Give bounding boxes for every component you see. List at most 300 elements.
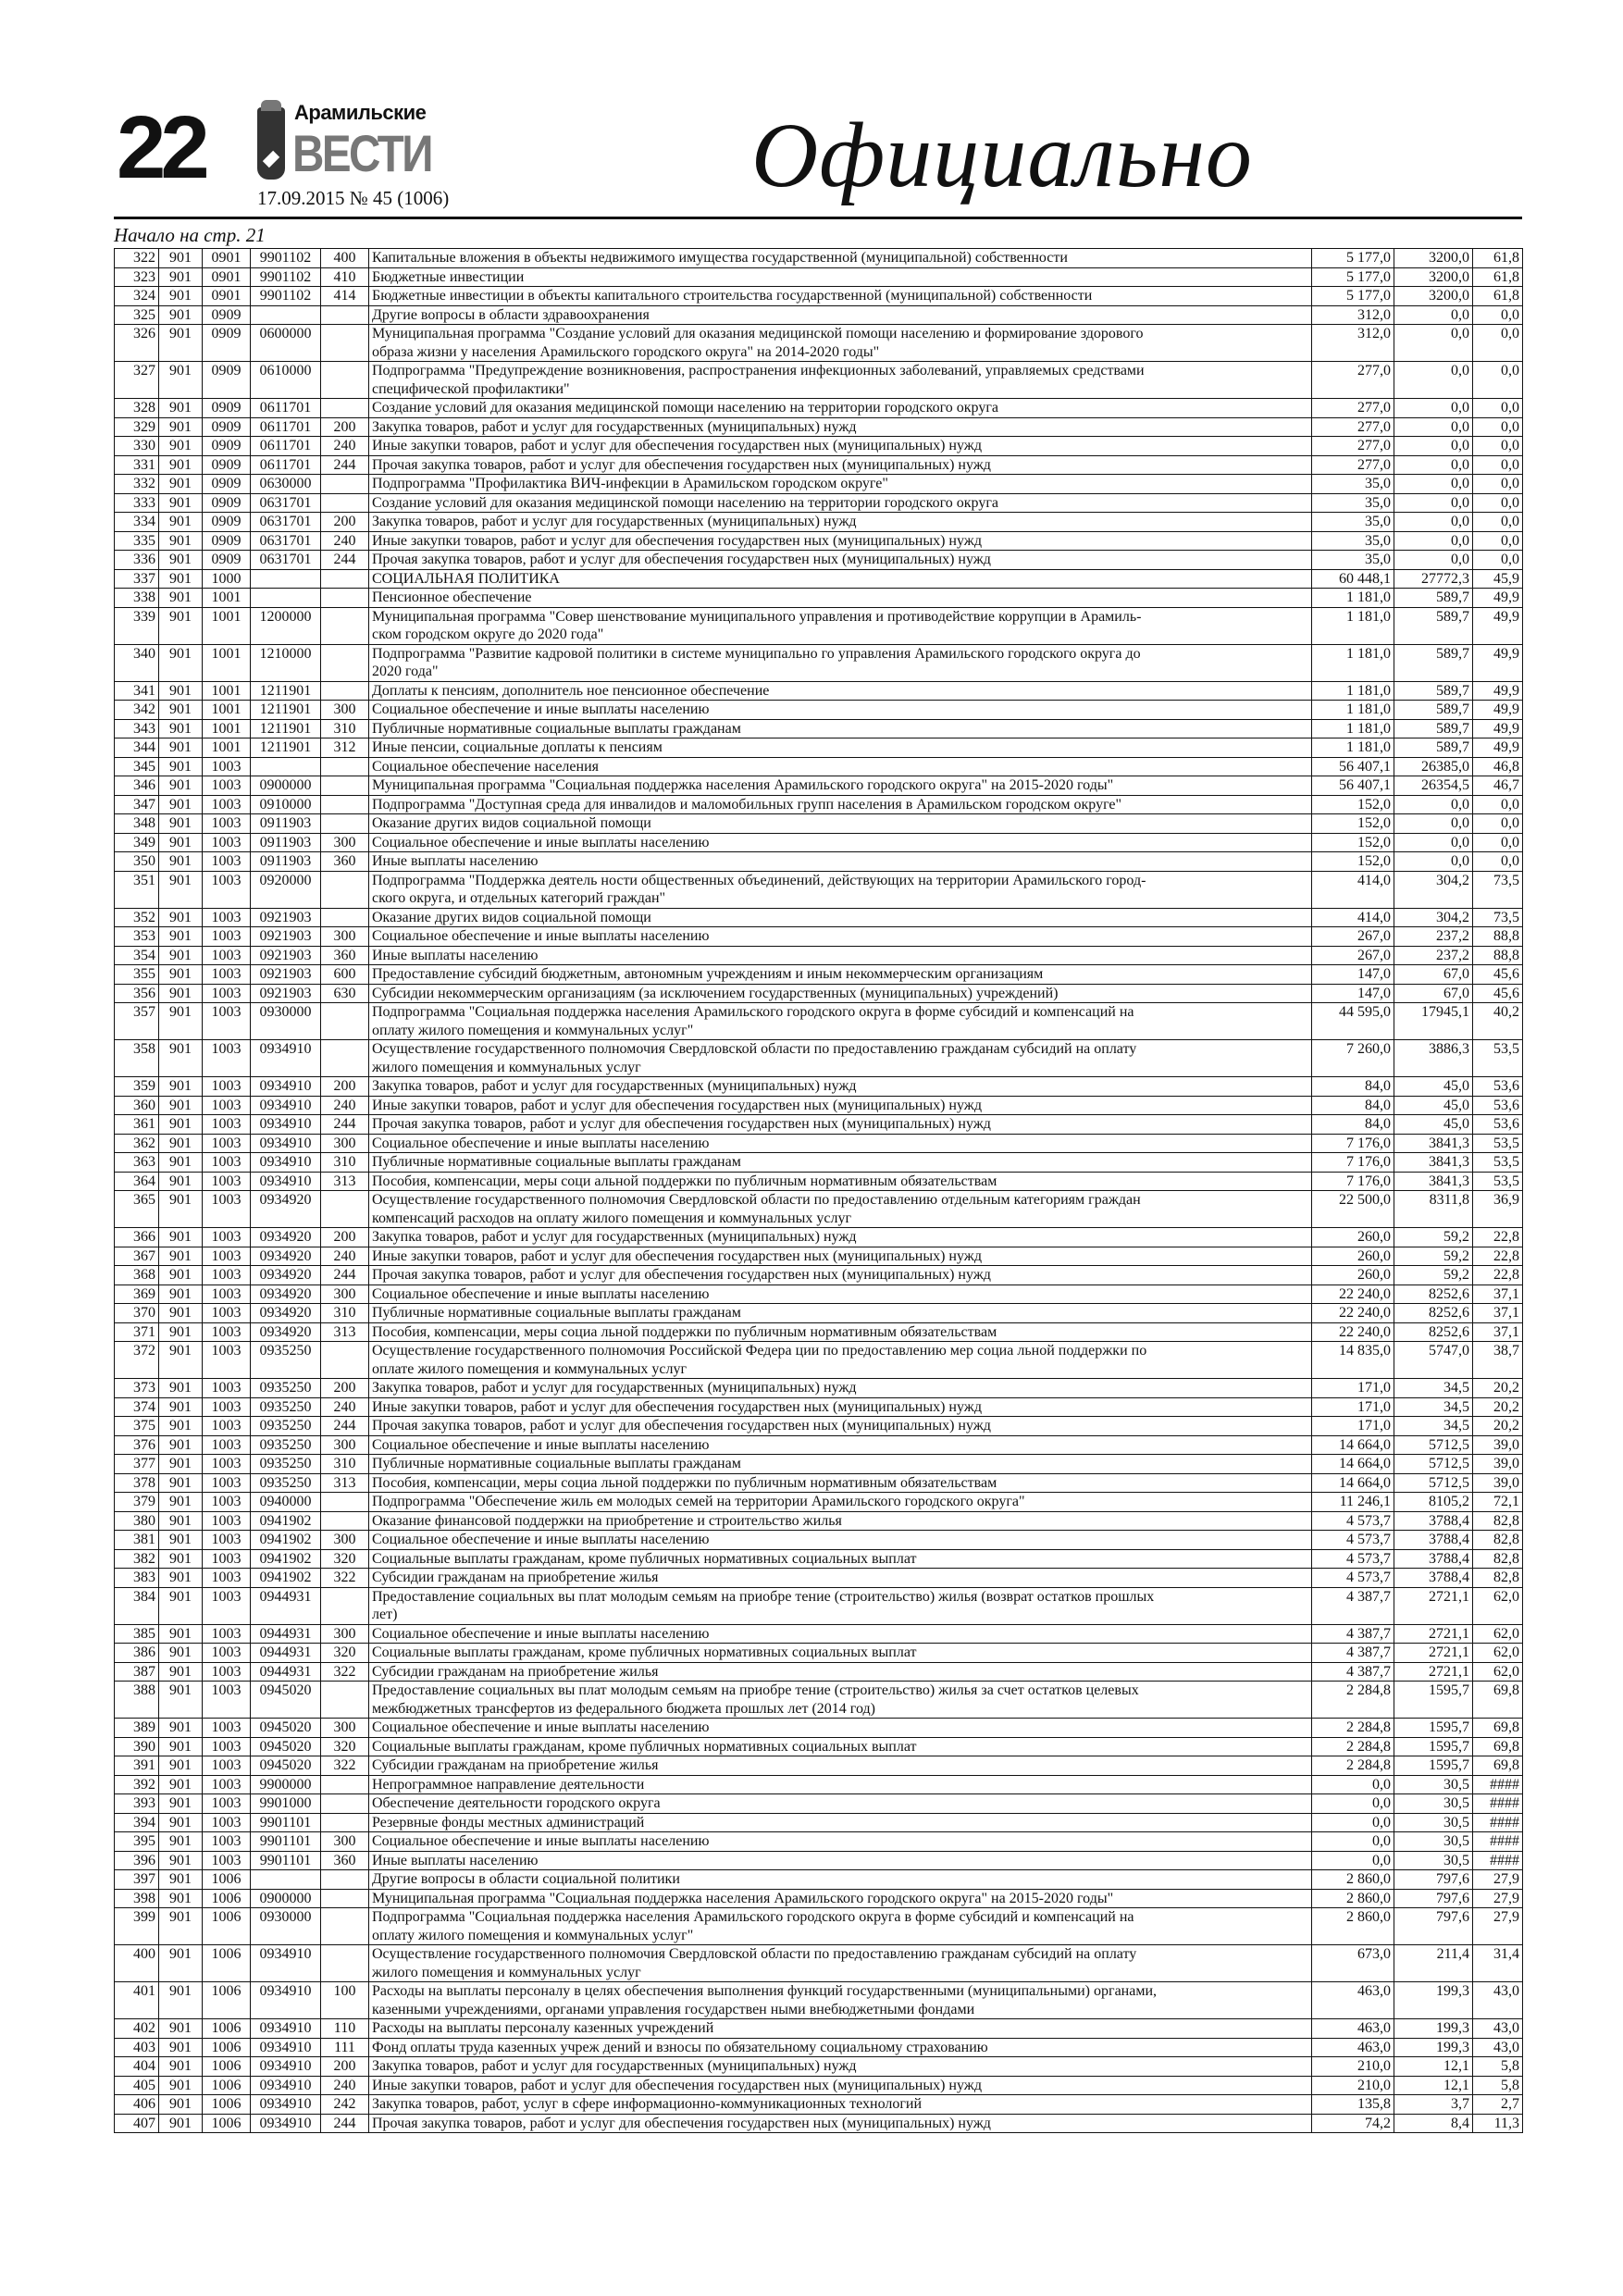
section-code: 1003 [203, 1473, 251, 1493]
expense-type: 322 [321, 1662, 369, 1682]
item-name: Бюджетные инвестиции [369, 267, 1312, 287]
table-row [115, 569, 1523, 589]
row-number: 371 [115, 1322, 159, 1342]
target-code: 0940000 [251, 1493, 321, 1512]
plan-amount: 56 407,1 [1312, 776, 1394, 796]
target-code: 0934920 [251, 1266, 321, 1285]
actual-amount: 3788,4 [1394, 1511, 1473, 1531]
row-number: 333 [115, 493, 159, 513]
expense-type: 300 [321, 1719, 369, 1738]
percent-done: 0,0 [1473, 551, 1523, 570]
section-code: 1003 [203, 833, 251, 852]
expense-type: 240 [321, 1247, 369, 1266]
percent-done: 88,8 [1473, 927, 1523, 947]
actual-amount: 0,0 [1394, 475, 1473, 494]
actual-amount: 0,0 [1394, 551, 1473, 570]
plan-amount: 277,0 [1312, 455, 1394, 475]
expense-type [321, 399, 369, 418]
table-row [115, 1304, 1523, 1323]
table-row [115, 1096, 1523, 1115]
target-code: 0934910 [251, 1982, 321, 2019]
item-name: Другие вопросы в области социальной политики [369, 1870, 1312, 1890]
expense-type [321, 305, 369, 325]
section-code: 1003 [203, 1455, 251, 1474]
department-code: 901 [159, 833, 203, 852]
item-name: Оказание других видов социальной помощи [369, 814, 1312, 834]
plan-amount: 260,0 [1312, 1247, 1394, 1266]
table-body [115, 249, 1523, 2133]
expense-type: 300 [321, 1435, 369, 1455]
section-code: 0909 [203, 399, 251, 418]
target-code: 0631701 [251, 531, 321, 551]
percent-done: 0,0 [1473, 795, 1523, 814]
plan-amount: 1 181,0 [1312, 738, 1394, 758]
percent-done: 20,2 [1473, 1379, 1523, 1398]
plan-amount: 5 177,0 [1312, 249, 1394, 268]
row-number: 402 [115, 2019, 159, 2039]
expense-type: 400 [321, 249, 369, 268]
item-name: Оказание других видов социальной помощи [369, 908, 1312, 927]
percent-done: 53,5 [1473, 1040, 1523, 1077]
target-code: 0935250 [251, 1435, 321, 1455]
table-row [115, 513, 1523, 532]
actual-amount: 0,0 [1394, 325, 1473, 362]
percent-done: 49,9 [1473, 719, 1523, 738]
row-number: 389 [115, 1719, 159, 1738]
section-code: 1003 [203, 776, 251, 796]
table-row [115, 267, 1523, 287]
actual-amount: 2721,1 [1394, 1624, 1473, 1644]
section-code: 1003 [203, 814, 251, 834]
actual-amount: 3841,3 [1394, 1153, 1473, 1173]
item-name: Расходы на выплаты персоналу казенных учреждений [369, 2019, 1312, 2039]
table-row [115, 1662, 1523, 1682]
actual-amount: 12,1 [1394, 2057, 1473, 2077]
target-code: 9901102 [251, 267, 321, 287]
plan-amount: 4 573,7 [1312, 1549, 1394, 1569]
department-code: 901 [159, 1644, 203, 1663]
percent-done: 53,6 [1473, 1077, 1523, 1097]
actual-amount: 8105,2 [1394, 1493, 1473, 1512]
section-code: 1003 [203, 852, 251, 872]
item-name: Предоставление социальных вы плат молодым семьям на приобре тение (строительство) жилья (возврат остатков прошлых лет) [369, 1587, 1312, 1624]
target-code: 0611701 [251, 437, 321, 456]
section-title: Официально [751, 104, 1253, 206]
plan-amount: 152,0 [1312, 795, 1394, 814]
plan-amount: 2 284,8 [1312, 1737, 1394, 1756]
table-row [115, 1719, 1523, 1738]
target-code: 0934910 [251, 1134, 321, 1153]
row-number: 354 [115, 946, 159, 965]
department-code: 901 [159, 1794, 203, 1814]
department-code: 901 [159, 1304, 203, 1323]
section-code: 1003 [203, 1587, 251, 1624]
actual-amount: 30,5 [1394, 1794, 1473, 1814]
plan-amount: 22 500,0 [1312, 1191, 1394, 1228]
item-name: Подпрограмма "Обеспечение жиль ем молодых семей на территории Арамильского городского округа" [369, 1493, 1312, 1512]
table-row [115, 1794, 1523, 1814]
section-code: 1003 [203, 1794, 251, 1814]
target-code: 0934910 [251, 1096, 321, 1115]
item-name: Бюджетные инвестиции в объекты капитального строительства государственной (муниципальной) собственности [369, 287, 1312, 306]
target-code: 0611701 [251, 399, 321, 418]
row-number: 392 [115, 1775, 159, 1794]
expense-type: 244 [321, 1417, 369, 1436]
percent-done: 49,9 [1473, 681, 1523, 701]
plan-amount: 463,0 [1312, 1982, 1394, 2019]
section-code: 1003 [203, 1096, 251, 1115]
department-code: 901 [159, 965, 203, 985]
section-code: 1001 [203, 719, 251, 738]
department-code: 901 [159, 701, 203, 720]
actual-amount: 34,5 [1394, 1397, 1473, 1417]
target-code [251, 569, 321, 589]
department-code: 901 [159, 1322, 203, 1342]
row-number: 335 [115, 531, 159, 551]
actual-amount: 589,7 [1394, 607, 1473, 644]
table-row [115, 1982, 1523, 2019]
plan-amount: 2 860,0 [1312, 1870, 1394, 1890]
budget-table [114, 248, 1523, 2133]
table-row [115, 1945, 1523, 1982]
row-number: 372 [115, 1342, 159, 1379]
expense-type: 322 [321, 1569, 369, 1588]
department-code: 901 [159, 1040, 203, 1077]
table-row [115, 2095, 1523, 2115]
row-number: 365 [115, 1191, 159, 1228]
target-code: 0631701 [251, 551, 321, 570]
actual-amount: 199,3 [1394, 1982, 1473, 2019]
actual-amount: 8311,8 [1394, 1191, 1473, 1228]
target-code [251, 757, 321, 776]
percent-done: 69,8 [1473, 1737, 1523, 1756]
section-code: 1003 [203, 1511, 251, 1531]
target-code: 0934920 [251, 1304, 321, 1323]
department-code: 901 [159, 455, 203, 475]
item-name: Публичные нормативные социальные выплаты гражданам [369, 1304, 1312, 1323]
row-number: 341 [115, 681, 159, 701]
section-code: 1003 [203, 946, 251, 965]
row-number: 403 [115, 2038, 159, 2057]
percent-done: #### [1473, 1832, 1523, 1852]
department-code: 901 [159, 927, 203, 947]
department-code: 901 [159, 1908, 203, 1945]
item-name: Закупка товаров, работ, услуг в сфере информационно-коммуникационных технологий [369, 2095, 1312, 2115]
section-code: 1003 [203, 1172, 251, 1191]
department-code: 901 [159, 1285, 203, 1304]
item-name: Публичные нормативные социальные выплаты гражданам [369, 1153, 1312, 1173]
row-number: 396 [115, 1851, 159, 1870]
target-code: 0934920 [251, 1191, 321, 1228]
row-number: 398 [115, 1889, 159, 1908]
row-number: 345 [115, 757, 159, 776]
table-row [115, 2076, 1523, 2095]
row-number: 334 [115, 513, 159, 532]
expense-type: 300 [321, 1285, 369, 1304]
item-name: Иные закупки товаров, работ и услуг для обеспечения государствен ных (муниципальных) нужд [369, 2076, 1312, 2095]
plan-amount: 2 860,0 [1312, 1908, 1394, 1945]
target-code: 0941902 [251, 1531, 321, 1550]
table-row [115, 1322, 1523, 1342]
plan-amount: 2 284,8 [1312, 1719, 1394, 1738]
row-number: 330 [115, 437, 159, 456]
target-code: 0911903 [251, 852, 321, 872]
section-code: 1003 [203, 1569, 251, 1588]
percent-done: 20,2 [1473, 1397, 1523, 1417]
plan-amount: 0,0 [1312, 1813, 1394, 1832]
actual-amount: 237,2 [1394, 946, 1473, 965]
table-row [115, 1247, 1523, 1266]
percent-done: #### [1473, 1775, 1523, 1794]
row-number: 350 [115, 852, 159, 872]
item-name: Расходы на выплаты персоналу в целях обеспечения выполнения функций государственными (муниципальными) органами, казенными учреждениями, органами управления государствен ными внебюджетными фондами [369, 1982, 1312, 2019]
actual-amount: 0,0 [1394, 852, 1473, 872]
expense-type: 300 [321, 833, 369, 852]
table-row [115, 927, 1523, 947]
department-code: 901 [159, 1134, 203, 1153]
actual-amount: 8252,6 [1394, 1322, 1473, 1342]
expense-type: 630 [321, 984, 369, 1003]
target-code: 0921903 [251, 946, 321, 965]
row-number: 378 [115, 1473, 159, 1493]
percent-done: 49,9 [1473, 701, 1523, 720]
table-row [115, 1851, 1523, 1870]
expense-type: 313 [321, 1322, 369, 1342]
actual-amount: 0,0 [1394, 531, 1473, 551]
percent-done: 69,8 [1473, 1682, 1523, 1719]
row-number: 375 [115, 1417, 159, 1436]
department-code: 901 [159, 267, 203, 287]
department-code: 901 [159, 1096, 203, 1115]
plan-amount: 1 181,0 [1312, 644, 1394, 681]
table-row [115, 681, 1523, 701]
row-number: 364 [115, 1172, 159, 1191]
row-number: 361 [115, 1115, 159, 1135]
percent-done: 49,9 [1473, 738, 1523, 758]
target-code: 0935250 [251, 1473, 321, 1493]
table-row [115, 1003, 1523, 1040]
actual-amount: 0,0 [1394, 362, 1473, 399]
actual-amount: 589,7 [1394, 644, 1473, 681]
expense-type [321, 908, 369, 927]
expense-type: 200 [321, 1379, 369, 1398]
section-code: 1003 [203, 1153, 251, 1173]
row-number: 329 [115, 417, 159, 437]
newspaper-logo [257, 102, 498, 185]
department-code: 901 [159, 1682, 203, 1719]
table-row [115, 1191, 1523, 1228]
actual-amount: 59,2 [1394, 1247, 1473, 1266]
row-number: 368 [115, 1266, 159, 1285]
actual-amount: 30,5 [1394, 1851, 1473, 1870]
issue-info: 17.09.2015 № 45 (1006) [257, 187, 450, 209]
expense-type [321, 1908, 369, 1945]
plan-amount: 56 407,1 [1312, 757, 1394, 776]
row-number: 360 [115, 1096, 159, 1115]
expense-type: 320 [321, 1737, 369, 1756]
actual-amount: 8,4 [1394, 2114, 1473, 2133]
row-number: 331 [115, 455, 159, 475]
plan-amount: 277,0 [1312, 417, 1394, 437]
expense-type [321, 475, 369, 494]
department-code: 901 [159, 644, 203, 681]
percent-done: 62,0 [1473, 1624, 1523, 1644]
actual-amount: 0,0 [1394, 814, 1473, 834]
expense-type [321, 493, 369, 513]
table-row [115, 833, 1523, 852]
expense-type [321, 871, 369, 908]
item-name: Иные закупки товаров, работ и услуг для обеспечения государствен ных (муниципальных) нужд [369, 437, 1312, 456]
table-row [115, 719, 1523, 738]
percent-done: 53,5 [1473, 1172, 1523, 1191]
percent-done: 82,8 [1473, 1569, 1523, 1588]
percent-done: 0,0 [1473, 814, 1523, 834]
plan-amount: 4 387,7 [1312, 1587, 1394, 1624]
item-name: Иные закупки товаров, работ и услуг для обеспечения государствен ных (муниципальных) нужд [369, 1096, 1312, 1115]
section-code: 1001 [203, 701, 251, 720]
logo-top-text: Арамильские [294, 101, 427, 124]
section-code: 1003 [203, 1756, 251, 1776]
section-code: 1006 [203, 2019, 251, 2039]
expense-type: 320 [321, 1644, 369, 1663]
table-row [115, 1587, 1523, 1624]
item-name: Иные закупки товаров, работ и услуг для обеспечения государствен ных (муниципальных) нужд [369, 531, 1312, 551]
plan-amount: 2 284,8 [1312, 1682, 1394, 1719]
row-number: 342 [115, 701, 159, 720]
item-name: СОЦИАЛЬНАЯ ПОЛИТИКА [369, 569, 1312, 589]
table-row [115, 644, 1523, 681]
actual-amount: 3200,0 [1394, 287, 1473, 306]
section-code: 1003 [203, 1531, 251, 1550]
row-number: 366 [115, 1228, 159, 1247]
expense-type: 360 [321, 946, 369, 965]
percent-done: 62,0 [1473, 1662, 1523, 1682]
percent-done: 39,0 [1473, 1455, 1523, 1474]
section-code: 1001 [203, 589, 251, 608]
target-code: 0920000 [251, 871, 321, 908]
percent-done: 37,1 [1473, 1322, 1523, 1342]
percent-done: 43,0 [1473, 1982, 1523, 2019]
department-code: 901 [159, 2076, 203, 2095]
section-code: 1003 [203, 1247, 251, 1266]
plan-amount: 147,0 [1312, 965, 1394, 985]
plan-amount: 2 284,8 [1312, 1756, 1394, 1776]
row-number: 358 [115, 1040, 159, 1077]
plan-amount: 147,0 [1312, 984, 1394, 1003]
target-code: 0934910 [251, 2038, 321, 2057]
section-code: 1003 [203, 1682, 251, 1719]
expense-type: 244 [321, 1115, 369, 1135]
target-code: 0910000 [251, 795, 321, 814]
department-code: 901 [159, 399, 203, 418]
department-code: 901 [159, 2057, 203, 2077]
section-code: 1003 [203, 1719, 251, 1738]
section-code: 1006 [203, 2095, 251, 2115]
target-code: 0945020 [251, 1682, 321, 1719]
actual-amount: 67,0 [1394, 984, 1473, 1003]
department-code: 901 [159, 1569, 203, 1588]
item-name: Субсидии некоммерческим организациям (за исключением государственных (муниципальных) учреждений) [369, 984, 1312, 1003]
percent-done: 53,5 [1473, 1134, 1523, 1153]
target-code: 0934910 [251, 2019, 321, 2039]
item-name: Публичные нормативные социальные выплаты гражданам [369, 719, 1312, 738]
table-row [115, 2057, 1523, 2077]
department-code: 901 [159, 1342, 203, 1379]
section-code: 1003 [203, 908, 251, 927]
percent-done: 2,7 [1473, 2095, 1523, 2115]
target-code: 0934910 [251, 2114, 321, 2133]
target-code: 0945020 [251, 1756, 321, 1776]
table-row [115, 1624, 1523, 1644]
plan-amount: 1 181,0 [1312, 701, 1394, 720]
department-code: 901 [159, 551, 203, 570]
section-code: 1003 [203, 1662, 251, 1682]
plan-amount: 260,0 [1312, 1266, 1394, 1285]
department-code: 901 [159, 1172, 203, 1191]
percent-done: 46,8 [1473, 757, 1523, 776]
actual-amount: 589,7 [1394, 589, 1473, 608]
percent-done: 45,6 [1473, 965, 1523, 985]
row-number: 356 [115, 984, 159, 1003]
section-code: 1003 [203, 795, 251, 814]
item-name: Социальное обеспечение и иные выплаты населению [369, 1134, 1312, 1153]
expense-type: 600 [321, 965, 369, 985]
plan-amount: 4 573,7 [1312, 1511, 1394, 1531]
table-row [115, 531, 1523, 551]
actual-amount: 237,2 [1394, 927, 1473, 947]
department-code: 901 [159, 1228, 203, 1247]
percent-done: 53,5 [1473, 1153, 1523, 1173]
item-name: Пособия, компенсации, меры социа льной поддержки по публичным нормативным обязательствам [369, 1473, 1312, 1493]
plan-amount: 152,0 [1312, 833, 1394, 852]
department-code: 901 [159, 531, 203, 551]
plan-amount: 135,8 [1312, 2095, 1394, 2115]
section-code: 1006 [203, 1982, 251, 2019]
target-code: 0935250 [251, 1379, 321, 1398]
target-code: 9901000 [251, 1794, 321, 1814]
table-row [115, 852, 1523, 872]
section-code: 0909 [203, 531, 251, 551]
section-code: 0909 [203, 437, 251, 456]
section-code: 1003 [203, 1040, 251, 1077]
target-code: 0611701 [251, 455, 321, 475]
section-code: 1006 [203, 2057, 251, 2077]
actual-amount: 3886,3 [1394, 1040, 1473, 1077]
percent-done: 0,0 [1473, 513, 1523, 532]
table-row [115, 1737, 1523, 1756]
table-row [115, 1342, 1523, 1379]
row-number: 328 [115, 399, 159, 418]
expense-type [321, 1889, 369, 1908]
table-row [115, 1832, 1523, 1852]
section-code: 1003 [203, 1285, 251, 1304]
item-name: Подпрограмма "Доступная среда для инвалидов и маломобильных групп населения в Арамильском городском округе" [369, 795, 1312, 814]
section-code: 1001 [203, 607, 251, 644]
expense-type: 360 [321, 1851, 369, 1870]
row-number: 363 [115, 1153, 159, 1173]
actual-amount: 3788,4 [1394, 1569, 1473, 1588]
department-code: 901 [159, 852, 203, 872]
expense-type: 310 [321, 719, 369, 738]
target-code: 0934910 [251, 1040, 321, 1077]
expense-type [321, 1813, 369, 1832]
actual-amount: 2721,1 [1394, 1644, 1473, 1663]
percent-done: 27,9 [1473, 1908, 1523, 1945]
section-code: 1003 [203, 1493, 251, 1512]
target-code: 0921903 [251, 984, 321, 1003]
department-code: 901 [159, 1662, 203, 1682]
item-name: Социальные выплаты гражданам, кроме публичных нормативных социальных выплат [369, 1644, 1312, 1663]
